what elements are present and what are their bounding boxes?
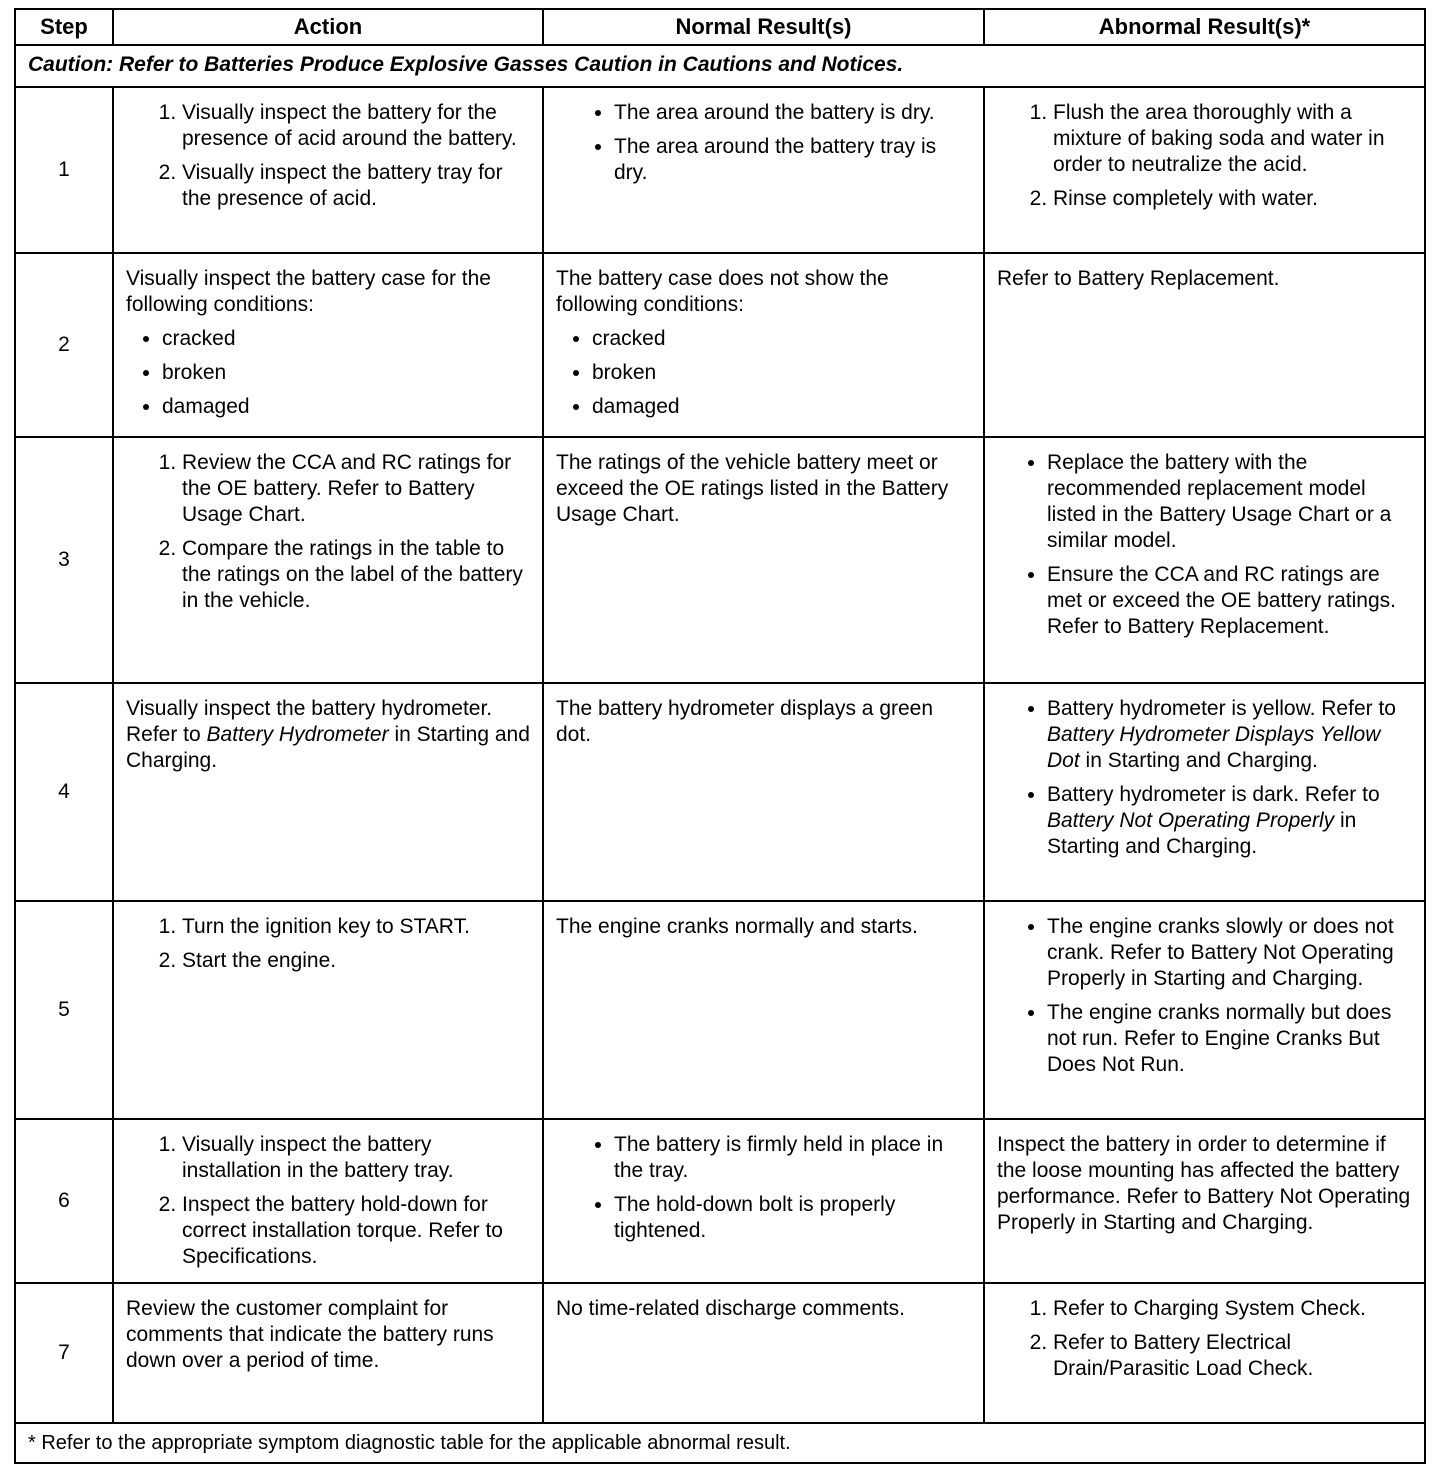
list-item: 2. Compare the ratings in the table to the ratings on the label of the battery in the vehicle. — [182, 536, 532, 614]
list-item: • broken — [162, 360, 532, 386]
abnormal-text: Refer to Battery Replacement. — [997, 267, 1280, 290]
action-cell — [113, 437, 543, 683]
diagnostic-table-sheet — [14, 8, 1424, 1464]
abnormal-result-cell — [984, 683, 1425, 901]
normal-text: The ratings of the vehicle battery meet or exceed the OE ratings listed in the Battery Usage Chart. — [556, 451, 949, 526]
abnormal-result-cell — [984, 1119, 1425, 1283]
action-cell — [113, 683, 543, 901]
normal-result-cell — [543, 901, 984, 1119]
table-row — [15, 1119, 1425, 1283]
normal-result-cell — [543, 683, 984, 901]
list-item: • Replace the battery with the recommended replacement model listed in the Battery Usage Chart or a similar model. — [1047, 450, 1414, 554]
abnormal-result-cell — [984, 437, 1425, 683]
action-cell — [113, 253, 543, 437]
abnormal-result-cell — [984, 1283, 1425, 1423]
list-item: • The battery is firmly held in place in the tray. — [614, 1132, 973, 1184]
item-text-pre: Battery hydrometer is dark. Refer to — [1047, 783, 1380, 806]
footnote-text: * Refer to the appropriate symptom diagnostic table for the applicable abnormal result. — [15, 1423, 1425, 1463]
list-item: 2. Visually inspect the battery tray for the presence of acid. — [182, 160, 532, 212]
list-item: • The engine cranks normally but does not run. Refer to Engine Cranks But Does Not Run. — [1047, 1000, 1414, 1078]
action-text-pre: Visually inspect the battery hydrometer. Refer to — [126, 697, 493, 746]
list-item: • The area around the battery tray is dry. — [614, 134, 973, 186]
list-item: • Ensure the CCA and RC ratings are met or exceed the OE battery ratings. Refer to Battery Replacement. — [1047, 562, 1414, 640]
list-item: 1. Visually inspect the battery for the presence of acid around the battery. — [182, 100, 532, 152]
action-intro: Visually inspect the battery case for the following conditions: — [126, 267, 491, 316]
reference-link[interactable]: Battery Hydrometer — [206, 723, 389, 746]
list-item: • cracked — [592, 326, 973, 352]
action-cell — [113, 1283, 543, 1423]
list-item: • The area around the battery is dry. — [614, 100, 973, 126]
list-item: • The hold-down bolt is properly tightened. — [614, 1192, 973, 1244]
normal-text: No time-related discharge comments. — [556, 1297, 905, 1320]
list-item: 1. Turn the ignition key to START. — [182, 914, 532, 940]
normal-result-cell — [543, 1283, 984, 1423]
header-action: Action — [113, 9, 543, 45]
list-item: • damaged — [162, 394, 532, 420]
abnormal-result-cell — [984, 253, 1425, 437]
normal-text: The battery hydrometer displays a green dot. — [556, 697, 934, 746]
item-text-post: in Starting and Charging. — [1047, 809, 1357, 858]
table-row — [15, 253, 1425, 437]
list-item: 1. Flush the area thoroughly with a mixture of baking soda and water in order to neutralize the acid. — [1053, 100, 1414, 178]
normal-intro: The battery case does not show the following conditions: — [556, 267, 889, 316]
abnormal-result-cell — [984, 901, 1425, 1119]
step-number: 7 — [15, 1283, 113, 1423]
step-number: 2 — [15, 253, 113, 437]
battery-diagnostic-table — [14, 8, 1426, 1464]
list-item: • broken — [592, 360, 973, 386]
normal-result-cell — [543, 87, 984, 253]
list-item: 1. Review the CCA and RC ratings for the OE battery. Refer to Battery Usage Chart. — [182, 450, 532, 528]
normal-result-cell — [543, 1119, 984, 1283]
reference-link[interactable]: Battery Hydrometer Displays Yellow Dot — [1047, 723, 1381, 772]
list-item: 1. Refer to Charging System Check. — [1053, 1296, 1414, 1322]
action-cell — [113, 901, 543, 1119]
list-item: 2. Rinse completely with water. — [1053, 186, 1414, 212]
action-cell — [113, 1119, 543, 1283]
step-number: 5 — [15, 901, 113, 1119]
normal-result-cell — [543, 253, 984, 437]
caution-row — [15, 45, 1425, 87]
action-text: Review the customer complaint for comments that indicate the battery runs down over a period of time. — [126, 1297, 494, 1372]
item-text-post: in Starting and Charging. — [1079, 749, 1318, 772]
abnormal-text: Inspect the battery in order to determine if the loose mounting has affected the battery performance. Refer to Battery Not Operating Properly in Starting and Charging. — [997, 1133, 1411, 1234]
item-text-pre: Battery hydrometer is yellow. Refer to — [1047, 697, 1396, 720]
list-item: 2. Inspect the battery hold-down for correct installation torque. Refer to Specifications. — [182, 1192, 532, 1270]
header-row — [15, 9, 1425, 45]
caution-text: Caution: Refer to Batteries Produce Explosive Gasses Caution in Cautions and Notices. — [15, 45, 1425, 87]
list-item: • damaged — [592, 394, 973, 420]
list-item: • The engine cranks slowly or does not crank. Refer to Battery Not Operating Properly in Starting and Charging. — [1047, 914, 1414, 992]
step-number: 1 — [15, 87, 113, 253]
normal-text: The engine cranks normally and starts. — [556, 915, 918, 938]
footnote-row — [15, 1423, 1425, 1463]
header-step: Step — [15, 9, 113, 45]
header-normal-results: Normal Result(s) — [543, 9, 984, 45]
step-number: 3 — [15, 437, 113, 683]
action-cell — [113, 87, 543, 253]
abnormal-result-cell — [984, 87, 1425, 253]
header-abnormal-results: Abnormal Result(s)* — [984, 9, 1425, 45]
list-item: 1. Visually inspect the battery installation in the battery tray. — [182, 1132, 532, 1184]
table-row — [15, 437, 1425, 683]
table-row — [15, 683, 1425, 901]
list-item: 2. Start the engine. — [182, 948, 532, 974]
reference-link[interactable]: Battery Not Operating Properly — [1047, 809, 1335, 832]
list-item: 2. Refer to Battery Electrical Drain/Parasitic Load Check. — [1053, 1330, 1414, 1382]
step-number: 4 — [15, 683, 113, 901]
list-item: • cracked — [162, 326, 532, 352]
step-number: 6 — [15, 1119, 113, 1283]
table-row — [15, 901, 1425, 1119]
table-row — [15, 87, 1425, 253]
normal-result-cell — [543, 437, 984, 683]
list-item — [1047, 696, 1414, 774]
action-text-post: in Starting and Charging. — [126, 723, 530, 772]
action-text — [126, 696, 532, 774]
table-row — [15, 1283, 1425, 1423]
list-item — [1047, 782, 1414, 860]
